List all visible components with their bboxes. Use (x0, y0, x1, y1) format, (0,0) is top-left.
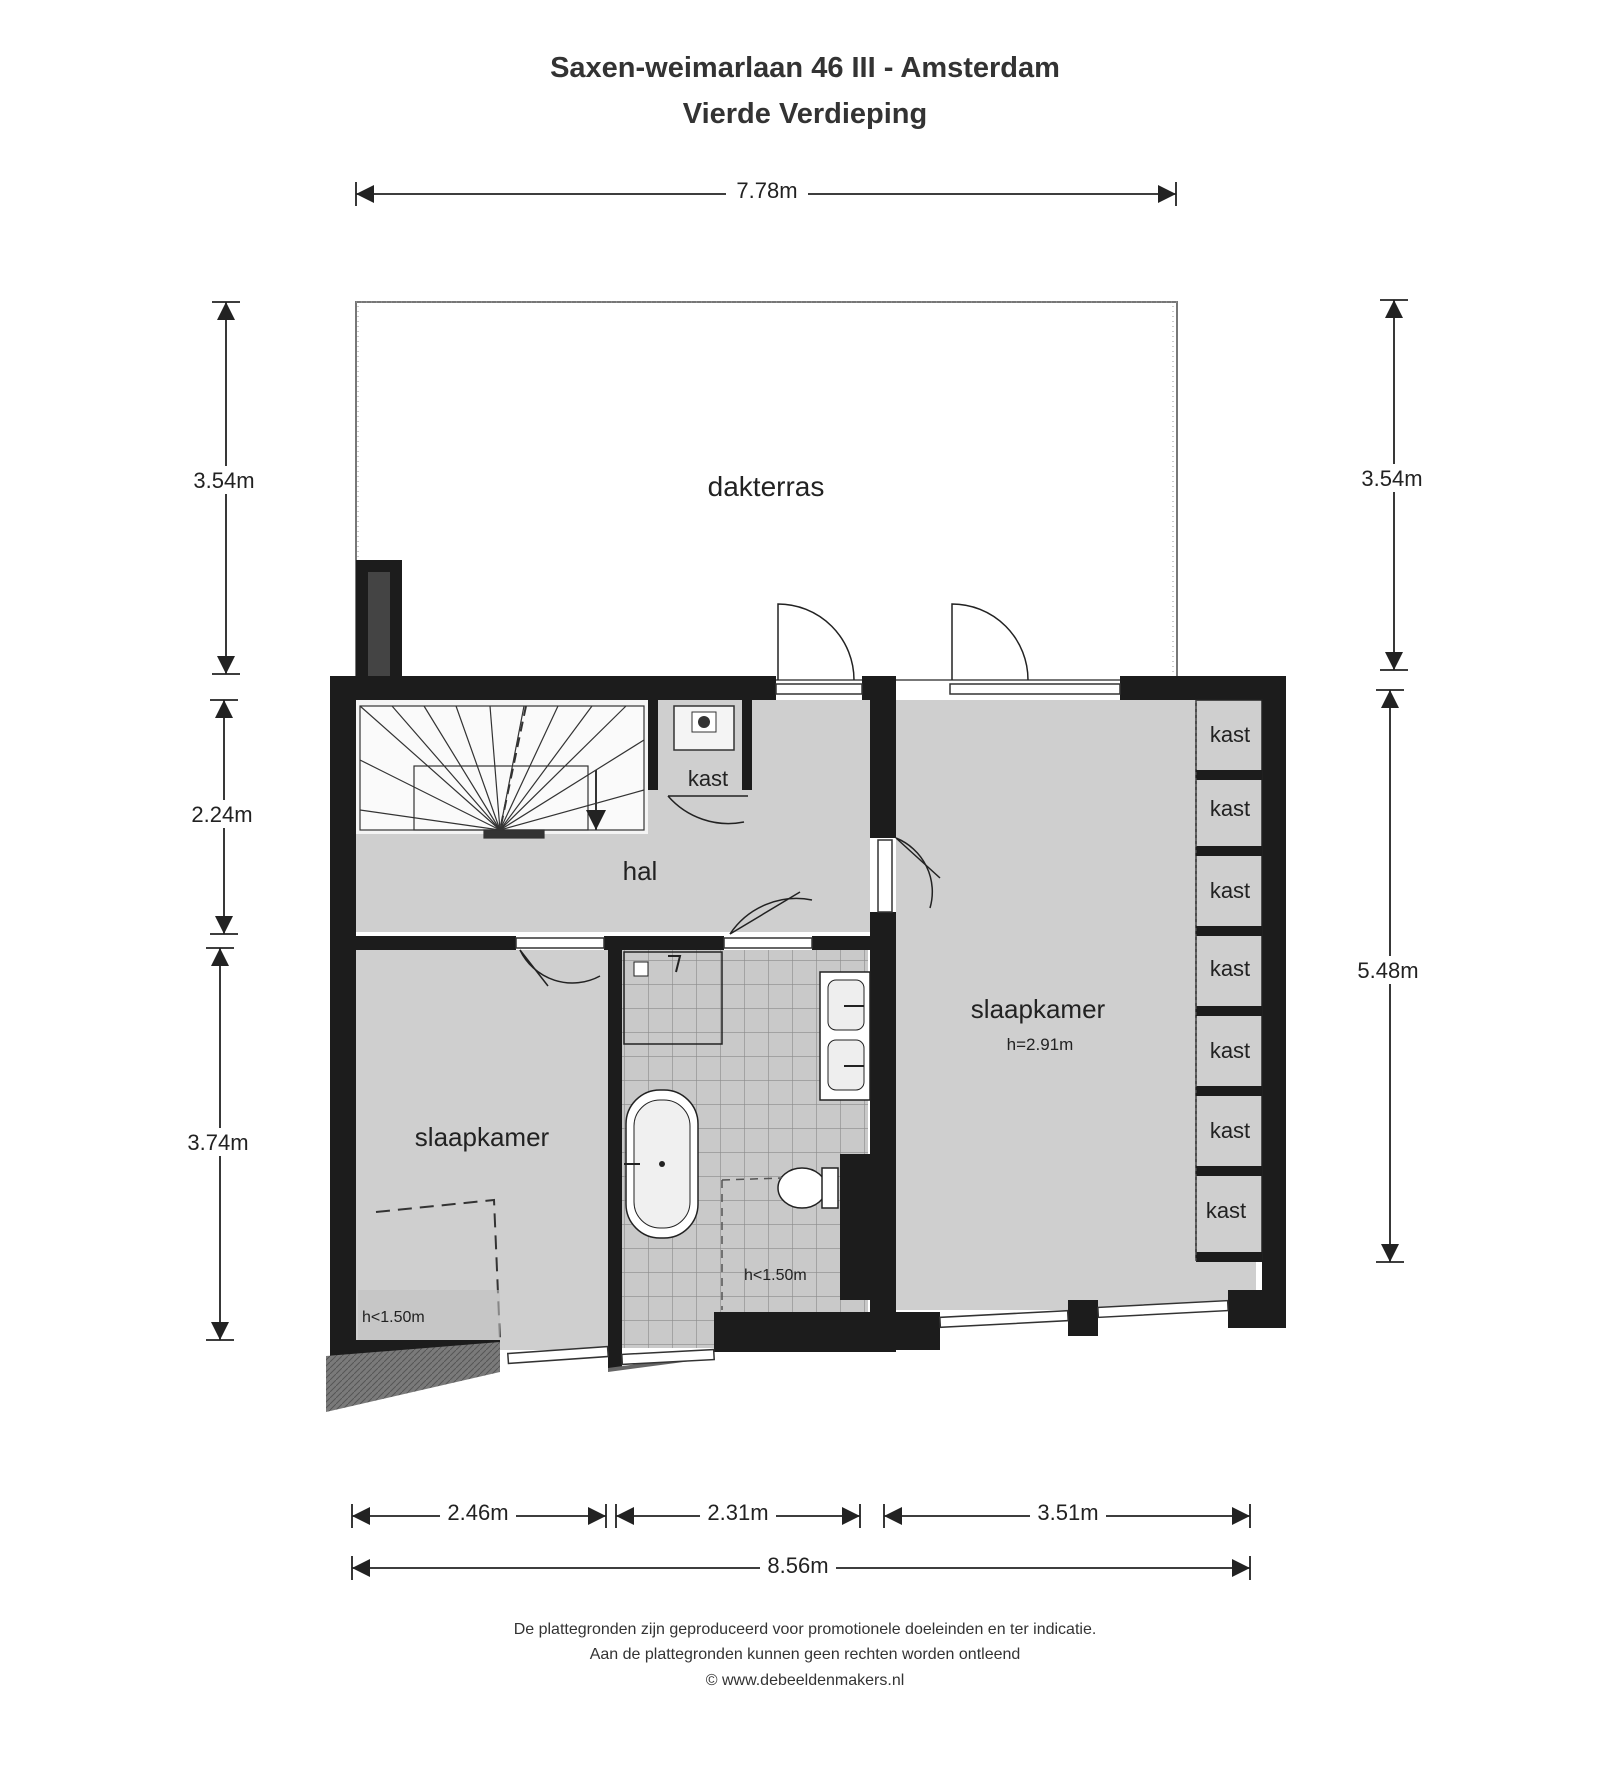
dim-label-bottom-2: 2.31m (707, 1500, 769, 1525)
room-label-slaapkamer-left: slaapkamer (414, 1122, 550, 1152)
dim-label-bottom-1: 2.46m (447, 1500, 509, 1525)
double-sink-icon (820, 972, 870, 1100)
wardrobe-label: kast (1209, 1118, 1251, 1143)
room-label-slaapkamer-right: slaapkamer (970, 994, 1106, 1024)
copyright-line: © www.debeeldenmakers.nl (705, 1672, 905, 1689)
staircase (360, 706, 644, 838)
dim-label-right-terrace: 3.54m (1361, 466, 1423, 491)
dim-label-top: 7.78m (736, 178, 798, 203)
wardrobe-label: kast (1209, 796, 1251, 821)
bathtub-icon (624, 1090, 698, 1238)
dim-label-bottom-3: 3.51m (1037, 1500, 1099, 1525)
dim-label-left-slaapkamer: 3.74m (187, 1130, 249, 1155)
disclaimer-line-1: De plattegronden zijn geproduceerd voor promotionele doeleinden en ter indicatie. (513, 1621, 1097, 1638)
disclaimer-line-2: Aan de plattegronden kunnen geen rechten worden ontleend (589, 1646, 1021, 1663)
boiler-icon (674, 706, 734, 750)
room-label-kast-hal: kast (687, 766, 729, 791)
dim-label-left-hal: 2.24m (191, 802, 253, 827)
wardrobe-label: kast (1209, 878, 1251, 903)
wardrobe-label: kast (1209, 1038, 1251, 1063)
wardrobe-label: kast (1205, 1198, 1247, 1223)
dim-label-left-terrace: 3.54m (193, 468, 255, 493)
plan-title: Saxen-weimarlaan 46 III - Amsterdam (550, 52, 1060, 84)
wardrobe-label: kast (1209, 956, 1251, 981)
dim-label-right-slaapkamer: 5.48m (1357, 958, 1419, 983)
room-label-dakterras: dakterras (707, 471, 825, 502)
low-ceiling-label-left: h<1.50m (362, 1309, 425, 1326)
plan-subtitle: Vierde Verdieping (682, 98, 928, 130)
dim-label-bottom-total: 8.56m (767, 1553, 829, 1578)
room-label-hal: hal (622, 856, 658, 886)
low-ceiling-label-bath: h<1.50m (744, 1267, 807, 1284)
wardrobe-group (1196, 700, 1262, 1262)
wardrobe-label: kast (1209, 722, 1251, 747)
room-height-label: h=2.91m (1006, 1035, 1074, 1054)
